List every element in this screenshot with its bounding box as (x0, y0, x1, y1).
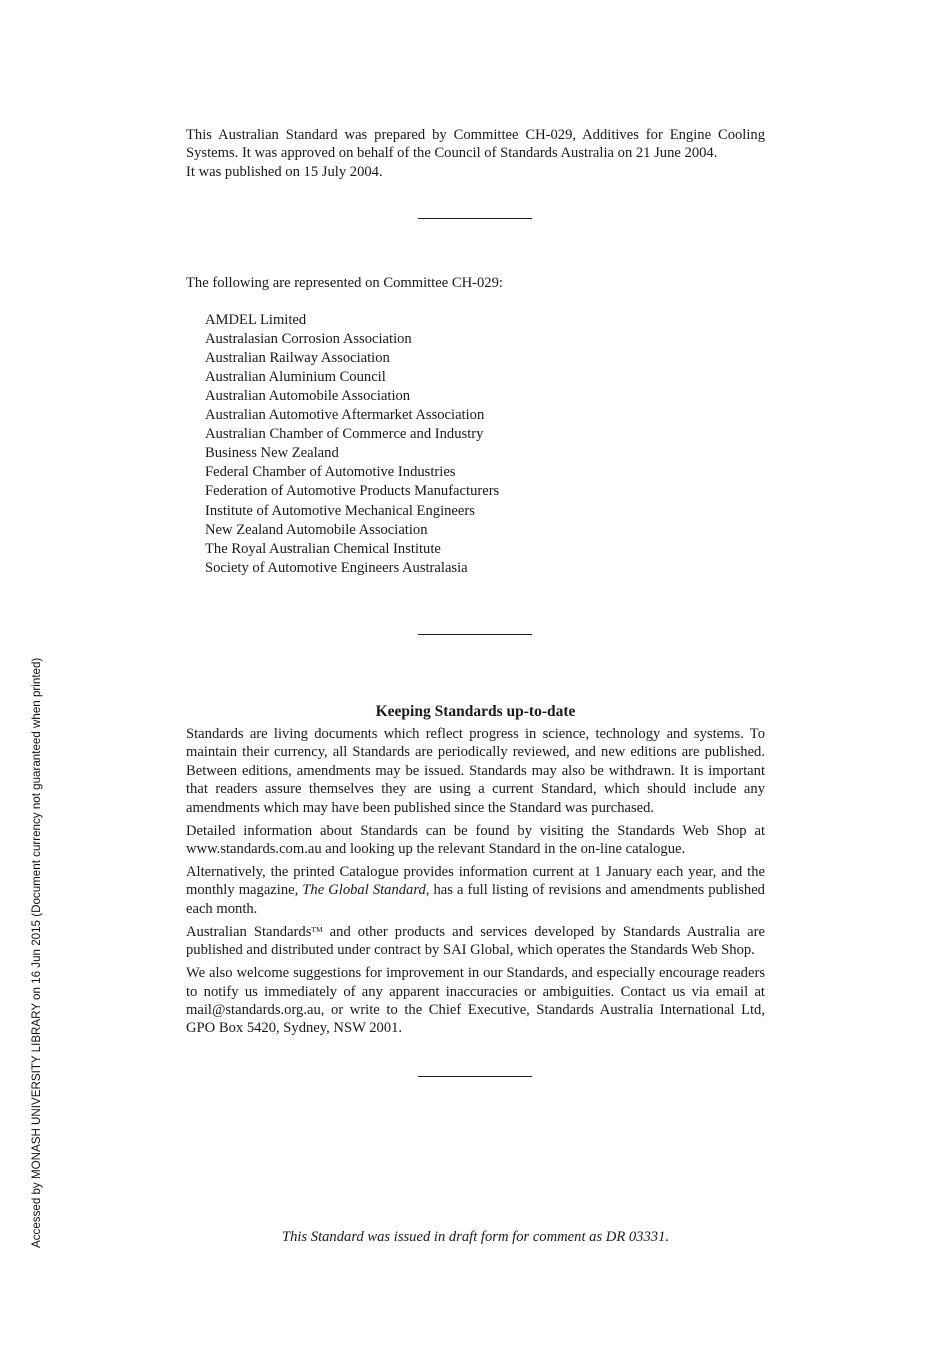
paragraph-catalogue (186, 863, 765, 918)
catalogue-text-end: has a full listing of revisions and amendments published each month. (186, 882, 765, 917)
committee-member: AMDEL Limited (205, 311, 307, 328)
committee-member: Australian Automobile Association (205, 388, 411, 404)
committee-member: Society of Automotive Engineers Australasia (205, 559, 468, 576)
committee-member: Australian Chamber of Commerce and Industry (205, 426, 484, 443)
section-divider (418, 1076, 532, 1077)
section-divider (418, 218, 532, 219)
committee-member: Institute of Automotive Mechanical Engineers (205, 502, 475, 519)
section-divider (418, 634, 532, 635)
committee-member: Federation of Automotive Products Manufacturers (205, 483, 500, 500)
committee-member: Business New Zealand (205, 445, 339, 462)
paragraph-web-shop: Detailed information about Standards can be found by visiting the Standards Web Shop at www.standards.com.au and looking up the relevant Standard in the on-line catalogue. (186, 822, 765, 857)
document-page (186, 126, 765, 1077)
draft-note: This Standard was issued in draft form for comment as DR 03331. (281, 1229, 670, 1245)
paragraph-living-documents: Standards are living documents which reflect progress in science, technology and systems. To maintain their currency, all Standards are periodically reviewed, and new editions are published. Between editions, amendments may be issued. Standards may also be withdrawn. It is important that readers assure themselves they are using a current Standard, which should include any amendments which may have been published since the Standard was purchased. (186, 725, 765, 816)
committee-member-list (186, 311, 765, 578)
sai-global-text: and other products and services developed by Standards Australia are published and distributed under contract by SAI Global, which operates the Standards Web Shop. (186, 923, 766, 959)
committee-member: Federal Chamber of Automotive Industries (205, 464, 456, 481)
access-watermark: Accessed by MONASH UNIVERSITY LIBRARY on 16 Jun 2015 (Document currency not guaranteed when printed) (30, 657, 43, 1248)
publication-date: It was published on 15 July 2004. (186, 163, 383, 180)
committee-member: Australian Railway Association (205, 349, 390, 366)
committee-member: Australasian Corrosion Association (205, 330, 412, 347)
catalogue-text: Alternatively, the printed Catalogue provides information current at 1 January each year, and the monthly magazine, (186, 863, 765, 899)
committee-intro: The following are represented on Committee CH-029: (186, 275, 503, 292)
section-heading: Keeping Standards up-to-date (375, 702, 576, 720)
approval-statement: This Australian Standard was prepared by Committee CH-029, Additives for Engine Cooling Systems. It was approved on behalf of the Council of Standards Australia on 21 June 2004. (186, 127, 765, 162)
committee-member: Australian Automotive Aftermarket Association (205, 407, 485, 424)
paragraph-sai-global (186, 923, 765, 960)
trademark-symbol: TM (311, 924, 323, 934)
keeping-standards-section (186, 702, 765, 1038)
magazine-title: The Global Standard, (302, 882, 430, 899)
trademark-name: Australian Standards (186, 923, 312, 940)
committee-member: New Zealand Automobile Association (205, 521, 428, 538)
paragraph-suggestions: We also welcome suggestions for improvement in our Standards, and especially encourage readers to notify us immediately of any apparent inaccuracies or ambiguities. Contact us via email at mail@standards.org.au, or write to the Chief Executive, Standards Australia International Ltd, GPO Box 5420, Sydney, NSW 2001. (186, 965, 765, 1037)
committee-member: Australian Aluminium Council (205, 368, 386, 385)
committee-member: The Royal Australian Chemical Institute (205, 540, 441, 557)
